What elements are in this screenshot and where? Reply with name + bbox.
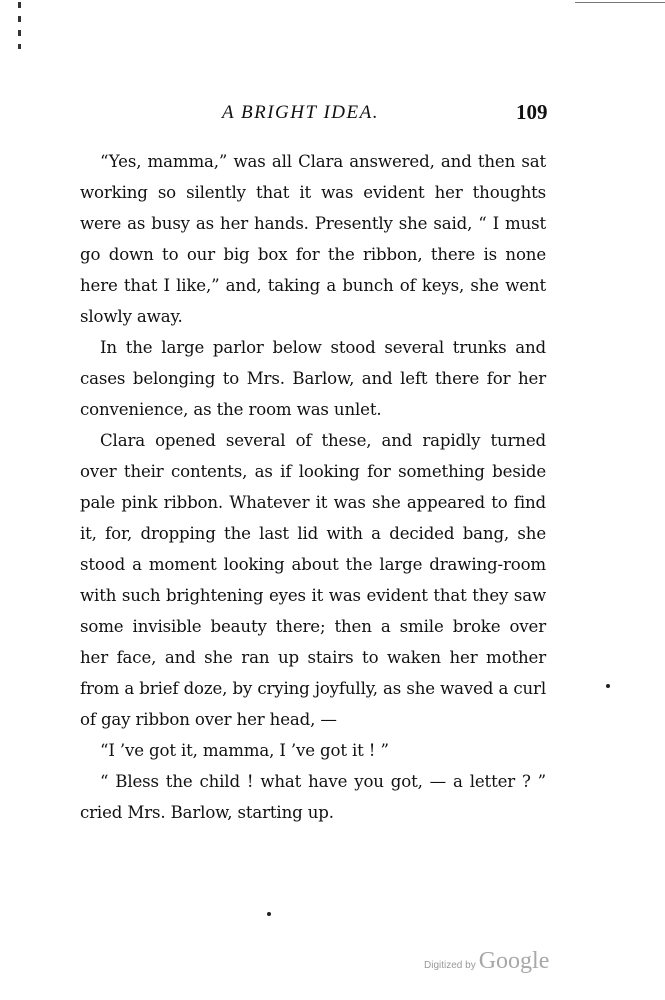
body-text: [80, 146, 546, 828]
page-header: [0, 100, 665, 130]
paragraph: Clara opened several of these, and rapidly turned over their contents, as if looking for something beside pale pink ribbon. Whatever it was she appeared to find it, for, dropping the last lid with a decided bang, she stood a moment looking about the large drawing-room with such brightening eyes it was evident that they saw some invisible beauty there; then a smile broke over her face, and she ran up stairs to waken her mother from a brief doze, by crying joyfully, as she waved a curl of gay ribbon over her head, —: [80, 431, 546, 729]
paragraph: In the large parlor below stood several trunks and cases belonging to Mrs. Barlow, and left there for her convenience, as the room was unlet.: [80, 338, 546, 419]
page-number: 109: [516, 100, 548, 124]
scan-edge-mark: [18, 16, 21, 22]
paragraph: “Yes, mamma,” was all Clara answered, and then sat working so silently that it was evident her thoughts were as busy as her hands. Presently she said, “ I must go down to our big box for the ribbon, there is none here that I like,” and, taking a bunch of keys, she went slowly away.: [80, 152, 546, 326]
running-title: A BRIGHT IDEA.: [222, 102, 379, 123]
scan-edge-mark: [18, 2, 21, 8]
scan-top-rule: [575, 2, 665, 3]
watermark-prefix: Digitized by: [424, 960, 476, 971]
watermark-brand: Google: [478, 948, 550, 974]
paragraph: “ Bless the child ! what have you got, — a letter ? ” cried Mrs. Barlow, starting up.: [80, 772, 546, 822]
paragraph: “I ’ve got it, mamma, I ’ve got it ! ”: [100, 741, 389, 760]
digitized-watermark: [424, 948, 549, 975]
stray-ink-dot: [267, 912, 271, 916]
scan-edge-mark: [18, 30, 21, 36]
scan-edge-mark: [18, 44, 21, 49]
stray-ink-dot: [606, 684, 610, 688]
